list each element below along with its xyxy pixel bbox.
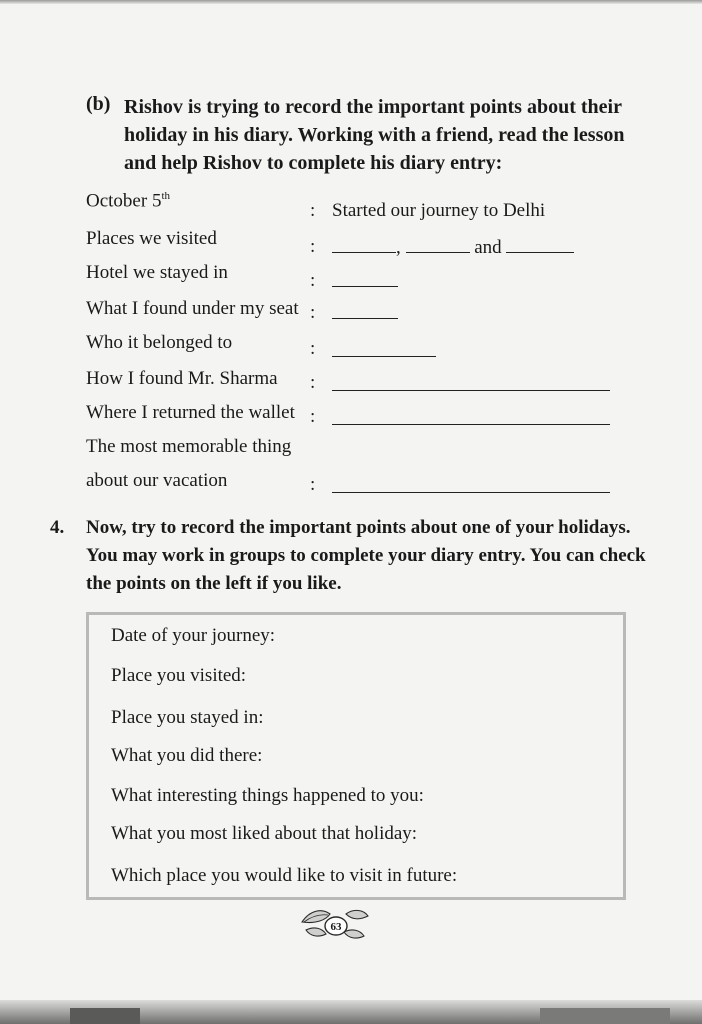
colon: : bbox=[310, 302, 316, 323]
blank-line[interactable] bbox=[506, 234, 574, 253]
colon: : bbox=[310, 406, 316, 427]
diary-row-places bbox=[86, 228, 626, 258]
blank-line[interactable] bbox=[332, 406, 610, 425]
diary-belonged-label: Who it belonged to bbox=[86, 332, 233, 353]
diary-row-sharma bbox=[86, 368, 626, 398]
blank-line[interactable] bbox=[332, 234, 396, 253]
blank-line[interactable] bbox=[332, 300, 398, 319]
question-4-number: 4. bbox=[50, 517, 65, 538]
diary-wallet-label: Where I returned the wallet bbox=[86, 402, 295, 423]
diary-vacation-label: about our vacation bbox=[86, 470, 228, 491]
colon: : bbox=[310, 200, 316, 221]
question-4-text: Now, try to record the important points about one of your holidays. You may work in groups to complete your diary entry. You can check the points on the left if you like. bbox=[86, 517, 646, 594]
leaf-ornament-icon bbox=[296, 900, 372, 944]
colon: : bbox=[310, 236, 316, 257]
colon: : bbox=[310, 372, 316, 393]
box-item: What you did there: bbox=[111, 745, 263, 766]
question-4 bbox=[50, 514, 650, 598]
box-item: What interesting things happened to you: bbox=[111, 785, 424, 806]
blank-line[interactable] bbox=[332, 338, 436, 357]
comma: , bbox=[396, 237, 401, 258]
page-top-edge bbox=[0, 0, 702, 4]
blank-line[interactable] bbox=[332, 474, 610, 493]
blank-line[interactable] bbox=[332, 372, 610, 391]
bottom-mark bbox=[70, 1008, 140, 1024]
diary-date-label bbox=[86, 190, 170, 212]
page-number-ornament bbox=[296, 900, 372, 944]
places-blanks bbox=[332, 234, 574, 259]
colon: : bbox=[310, 338, 316, 359]
diary-memorable-label: The most memorable thing bbox=[86, 436, 292, 457]
diary-row-hotel bbox=[86, 262, 626, 292]
diary-row-memorable bbox=[86, 436, 626, 466]
box-item: What you most liked about that holiday: bbox=[111, 823, 418, 844]
diary-row-belonged bbox=[86, 332, 626, 362]
box-item: Which place you would like to visit in future: bbox=[111, 865, 458, 886]
question-b-label: (b) bbox=[86, 93, 111, 115]
blank-line[interactable] bbox=[406, 234, 470, 253]
and-word: and bbox=[474, 237, 502, 258]
question-b-instruction: Rishov is trying to record the important points about their holiday in his diary. Working with a friend, read the lesson and help Rishov to complete his diary entry: bbox=[124, 96, 625, 174]
box-item: Place you visited: bbox=[111, 665, 247, 686]
question-b bbox=[86, 93, 642, 177]
diary-row-date bbox=[86, 190, 626, 220]
colon: : bbox=[310, 270, 316, 291]
blank-line[interactable] bbox=[332, 268, 398, 287]
page-number: 63 bbox=[330, 921, 342, 933]
holiday-entry-box bbox=[86, 612, 626, 900]
diary-row-found bbox=[86, 298, 626, 328]
date-text: October 5 bbox=[86, 190, 162, 212]
colon: : bbox=[310, 474, 316, 495]
box-item: Place you stayed in: bbox=[111, 707, 264, 728]
box-item: Date of your journey: bbox=[111, 625, 276, 646]
page-bottom-edge bbox=[0, 1000, 702, 1024]
date-suffix: th bbox=[161, 190, 171, 202]
diary-date-value: Started our journey to Delhi bbox=[332, 200, 546, 221]
diary-row-wallet bbox=[86, 402, 626, 432]
diary-places-label: Places we visited bbox=[86, 228, 217, 249]
diary-sharma-label: How I found Mr. Sharma bbox=[86, 368, 278, 389]
diary-found-label: What I found under my seat bbox=[86, 298, 299, 319]
bottom-mark bbox=[540, 1008, 670, 1024]
diary-row-vacation bbox=[86, 470, 626, 500]
diary-hotel-label: Hotel we stayed in bbox=[86, 262, 228, 283]
